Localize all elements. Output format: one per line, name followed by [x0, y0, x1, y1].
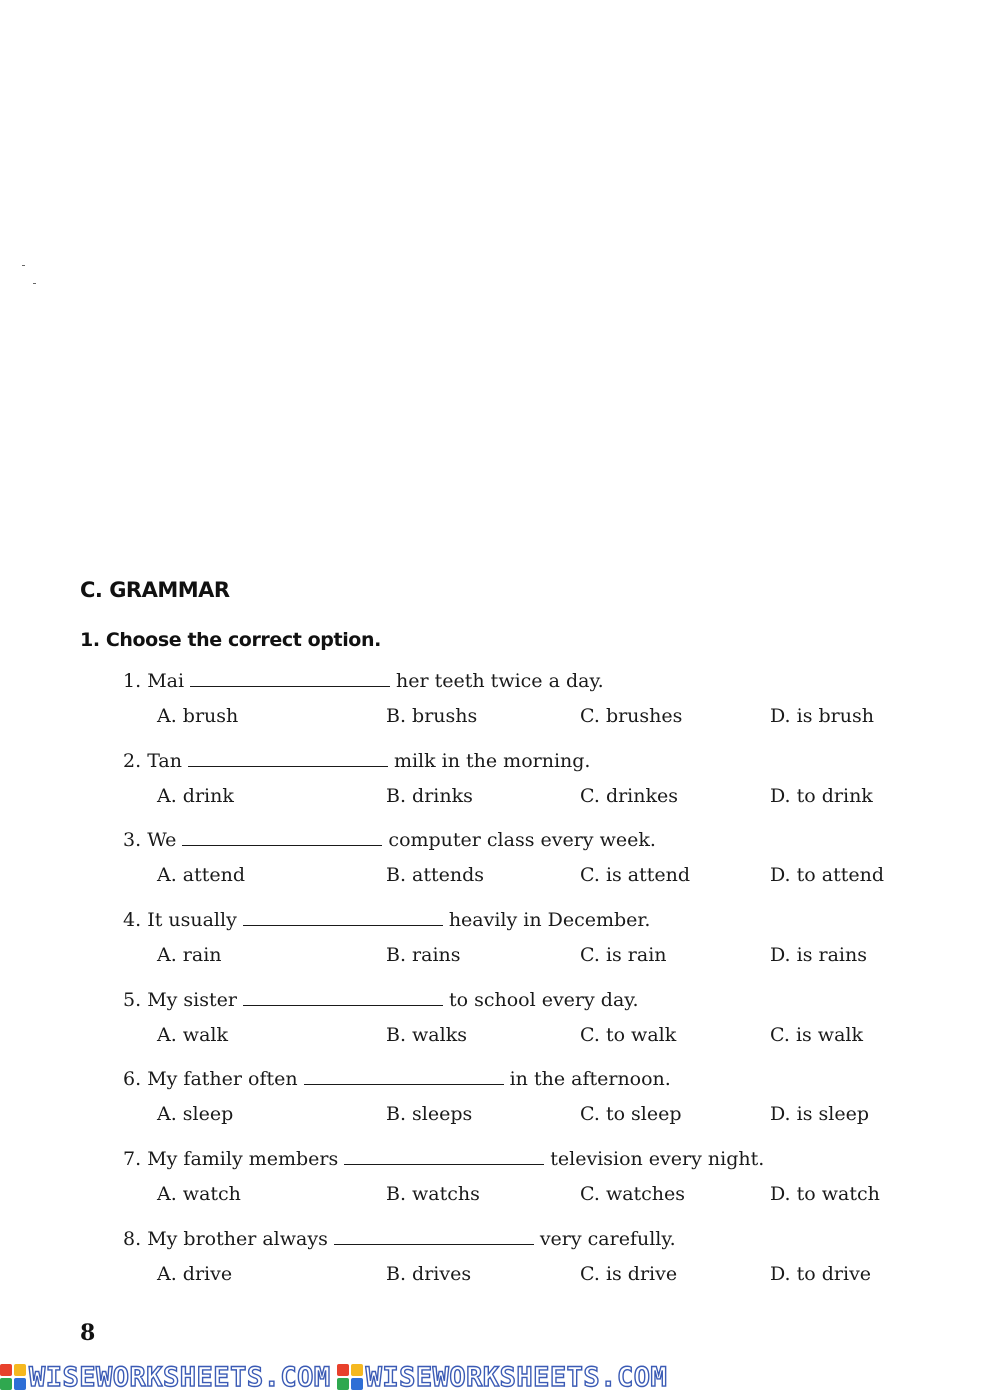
question-item: [0, 1066, 1000, 1146]
answer-blank[interactable]: [344, 1163, 544, 1165]
option-d[interactable]: D. to attend: [770, 864, 884, 887]
exercise-title: 1. Choose the correct option.: [80, 629, 381, 651]
option-c[interactable]: C. brushes: [580, 705, 683, 727]
question-stem: 8. My brother always very carefully.: [123, 1227, 676, 1250]
option-b[interactable]: B. attends: [386, 864, 485, 887]
section-title: C. GRAMMAR: [80, 578, 230, 602]
option-c[interactable]: C. is attend: [580, 864, 691, 887]
question-stem: 2. Tan milk in the morning.: [123, 749, 591, 772]
option-b[interactable]: B. drives: [386, 1262, 472, 1285]
option-a[interactable]: A. watch: [157, 1183, 241, 1206]
question-item: [0, 668, 1000, 748]
answer-blank[interactable]: [243, 1004, 443, 1006]
option-b[interactable]: B. sleeps: [386, 1103, 473, 1126]
option-c[interactable]: C. to sleep: [580, 1103, 682, 1126]
question-item: [0, 748, 1000, 828]
option-d[interactable]: D. to drive: [770, 1262, 872, 1285]
watermark-footer: [0, 1360, 1000, 1394]
option-d[interactable]: D. is brush: [770, 705, 874, 727]
option-b[interactable]: B. rains: [386, 944, 461, 967]
watermark-text: WISEWORKSHEETS.COM: [29, 1361, 331, 1393]
watermark: [0, 1362, 331, 1393]
question-item: [0, 827, 1000, 907]
question-item: [0, 1226, 1000, 1306]
option-c[interactable]: C. is rain: [580, 944, 667, 967]
option-d[interactable]: C. is walk: [770, 1023, 863, 1046]
option-b[interactable]: B. brushs: [386, 705, 478, 727]
question-stem: 7. My family members television every night.: [123, 1148, 765, 1171]
question-list: [0, 668, 1000, 1306]
answer-blank[interactable]: [182, 844, 382, 846]
page-number: 8: [80, 1320, 96, 1346]
option-a[interactable]: A. brush: [157, 705, 239, 727]
option-c[interactable]: C. watches: [580, 1183, 686, 1206]
wise-logo-icon: [337, 1364, 363, 1390]
option-a[interactable]: A. drink: [157, 784, 234, 807]
option-d[interactable]: D. is sleep: [770, 1103, 869, 1126]
option-d[interactable]: D. to drink: [770, 784, 873, 807]
option-a[interactable]: A. drive: [157, 1262, 233, 1285]
option-c[interactable]: C. is drive: [580, 1262, 678, 1285]
question-item: [0, 907, 1000, 987]
option-d[interactable]: D. to watch: [770, 1183, 880, 1206]
option-d[interactable]: D. is rains: [770, 944, 867, 967]
option-b[interactable]: B. watchs: [386, 1183, 480, 1206]
option-b[interactable]: B. walks: [386, 1023, 467, 1046]
option-a[interactable]: A. rain: [157, 944, 222, 967]
question-stem: 4. It usually heavily in December.: [123, 909, 651, 932]
answer-blank[interactable]: [304, 1083, 504, 1085]
question-stem: 1. Mai her teeth twice a day.: [123, 670, 604, 692]
question-item: [0, 1146, 1000, 1226]
option-c[interactable]: C. drinkes: [580, 784, 679, 807]
option-b[interactable]: B. drinks: [386, 784, 473, 807]
question-item: [0, 987, 1000, 1067]
answer-blank[interactable]: [334, 1243, 534, 1245]
answer-blank[interactable]: [190, 685, 390, 687]
answer-blank[interactable]: [188, 765, 388, 767]
answer-blank[interactable]: [243, 924, 443, 926]
question-stem: 6. My father often in the afternoon.: [123, 1068, 671, 1091]
option-a[interactable]: A. attend: [157, 864, 246, 887]
option-a[interactable]: A. walk: [157, 1023, 228, 1046]
question-stem: 5. My sister to school every day.: [123, 988, 639, 1011]
option-c[interactable]: C. to walk: [580, 1023, 677, 1046]
wise-logo-icon: [0, 1364, 26, 1390]
watermark-text: WISEWORKSHEETS.COM: [365, 1361, 668, 1393]
watermark: [337, 1362, 668, 1393]
question-stem: 3. We computer class every week.: [123, 829, 656, 852]
option-a[interactable]: A. sleep: [157, 1103, 234, 1126]
